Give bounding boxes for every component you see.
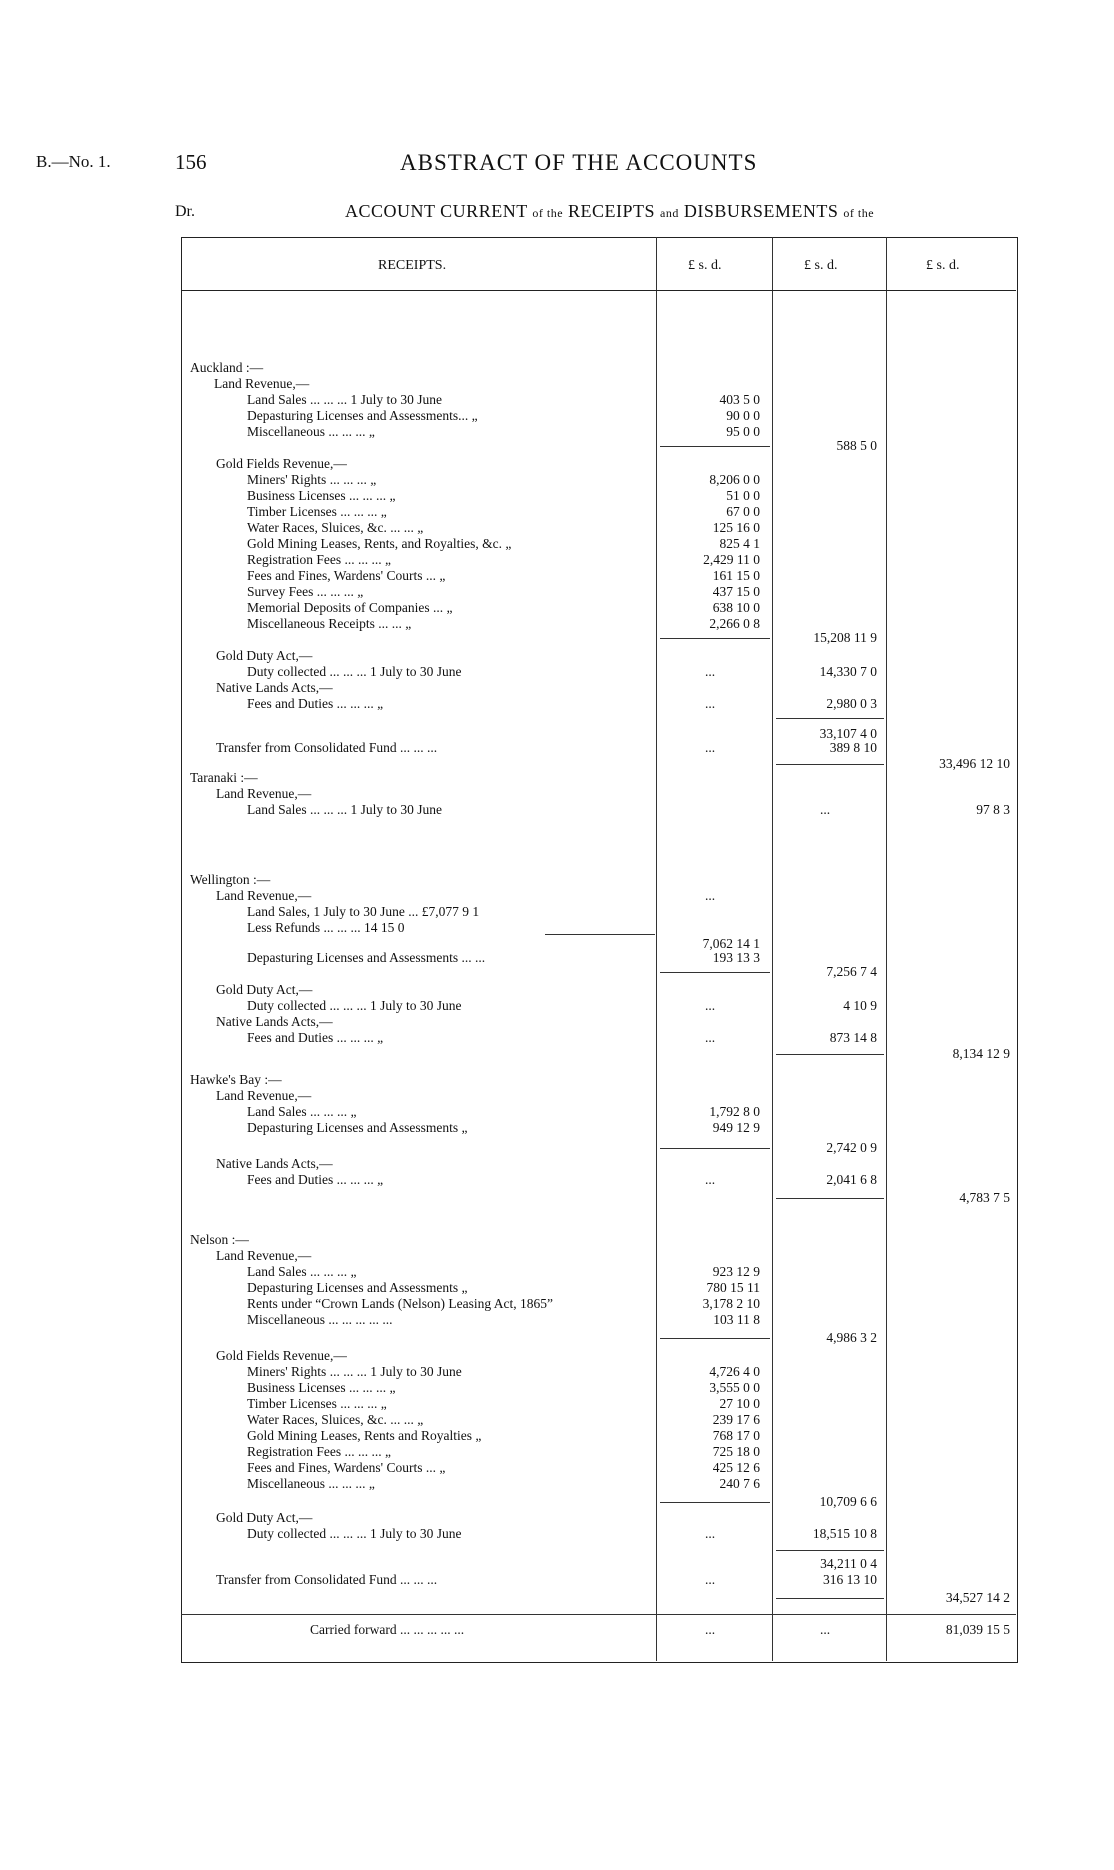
ledger-amount: 18,515 10 8 <box>812 1526 877 1541</box>
ledger-amount: 2,429 11 0 <box>703 552 760 567</box>
lsd-column-header: £ s. d. <box>926 258 960 273</box>
ledger-text: Water Races, Sluices, &c. ... ... „ <box>247 520 424 535</box>
subtotal-rule <box>776 1598 884 1599</box>
ledger-amount: 15,208 11 9 <box>813 630 877 645</box>
ledger-text: Timber Licenses ... ... ... „ <box>247 1396 387 1411</box>
ledger-amount: 4 10 9 <box>843 998 877 1013</box>
ledger-amount: ... <box>704 1030 716 1045</box>
ledger-text: Duty collected ... ... ... 1 July to 30 June <box>247 664 462 679</box>
ledger-amount: 949 12 9 <box>712 1120 760 1135</box>
page-number: 156 <box>175 150 207 174</box>
subtotal-rule <box>660 1148 770 1149</box>
ledger-text: Timber Licenses ... ... ... „ <box>247 504 387 519</box>
ledger-text: Fees and Duties ... ... ... „ <box>247 696 384 711</box>
ledger-amount: ... <box>704 998 716 1013</box>
ledger-text: Business Licenses ... ... ... „ <box>247 488 396 503</box>
subtotal-rule <box>776 1550 884 1551</box>
ledger-amount: 389 8 10 <box>829 740 877 755</box>
ledger-text: Memorial Deposits of Companies ... „ <box>247 600 453 615</box>
ledger-text: Land Sales ... ... ... 1 July to 30 June <box>247 802 442 817</box>
ledger-amount: 125 16 0 <box>712 520 760 535</box>
ledger-text: Miscellaneous ... ... ... „ <box>247 1476 375 1491</box>
ledger-text: Land Revenue,— <box>214 376 310 391</box>
header-rule <box>181 290 1016 291</box>
ledger-amount: 7,256 7 4 <box>826 964 877 979</box>
ledger-text: Less Refunds ... ... ... 14 15 0 <box>247 920 405 935</box>
ledger-amount: ... <box>704 1526 716 1541</box>
ledger-text: Depasturing Licenses and Assessments ... ... <box>247 950 486 965</box>
ledger-text: Gold Fields Revenue,— <box>216 1348 347 1363</box>
subtotal-rule <box>776 1054 884 1055</box>
page-title: ABSTRACT OF THE ACCOUNTS <box>400 150 758 175</box>
ledger-text: Fees and Duties ... ... ... „ <box>247 1172 384 1187</box>
ledger-amount: 34,527 14 2 <box>945 1590 1010 1605</box>
ledger-amount: 103 11 8 <box>713 1312 760 1327</box>
ledger-text: Carried forward ... ... ... ... ... <box>310 1622 465 1637</box>
ledger-text: Miscellaneous ... ... ... ... ... <box>247 1312 393 1327</box>
ledger-amount: 923 12 9 <box>712 1264 760 1279</box>
column-rule <box>656 237 657 1661</box>
ledger-amount: 33,496 12 10 <box>939 756 1010 771</box>
ledger-text: Hawke's Bay :— <box>190 1072 282 1087</box>
ledger-text: Native Lands Acts,— <box>216 680 333 695</box>
ledger-text: Native Lands Acts,— <box>216 1156 333 1171</box>
ledger-text: Land Revenue,— <box>216 1248 312 1263</box>
document-reference: B.—No. 1. <box>36 152 111 171</box>
ledger-amount: 638 10 0 <box>712 600 760 615</box>
ledger-text: Depasturing Licenses and Assessments „ <box>247 1120 468 1135</box>
ledger-text: Depasturing Licenses and Assessments „ <box>247 1280 468 1295</box>
lsd-column-header: £ s. d. <box>804 258 838 273</box>
ledger-amount: 403 5 0 <box>719 392 760 407</box>
ledger-text: Water Races, Sluices, &c. ... ... „ <box>247 1412 424 1427</box>
subtotal-rule <box>545 934 655 935</box>
ledger-amount: 193 13 3 <box>712 950 760 965</box>
ledger-text: Transfer from Consolidated Fund ... ... ... <box>216 740 438 755</box>
ledger-amount: 97 8 3 <box>976 802 1010 817</box>
ledger-amount: ... <box>704 664 716 679</box>
ledger-amount: 3,178 2 10 <box>702 1296 760 1311</box>
ledger-text: Rents under “Crown Lands (Nelson) Leasing Act, 1865” <box>247 1296 553 1311</box>
ledger-text: Gold Duty Act,— <box>216 648 313 663</box>
ledger-amount: 161 15 0 <box>712 568 760 583</box>
ledger-text: Duty collected ... ... ... 1 July to 30 June <box>247 1526 462 1541</box>
ledger-text: Miscellaneous Receipts ... ... „ <box>247 616 412 631</box>
debit-marker: Dr. <box>175 203 195 220</box>
ledger-text: Gold Duty Act,— <box>216 1510 313 1525</box>
subtotal-rule <box>776 1198 884 1199</box>
subtotal-rule <box>660 1338 770 1339</box>
subtitle-part: DISBURSEMENTS <box>683 201 839 221</box>
ledger-amount: ... <box>704 1172 716 1187</box>
ledger-amount: 10,709 6 6 <box>819 1494 877 1509</box>
ledger-amount: 239 17 6 <box>712 1412 760 1427</box>
ledger-text: Land Sales, 1 July to 30 June ... £7,077 9 1 <box>247 904 480 919</box>
subtitle-part: of the <box>843 206 875 220</box>
subtitle-part: of the <box>532 206 564 220</box>
ledger-amount: ... <box>704 1572 716 1587</box>
receipts-column-header: RECEIPTS. <box>378 258 447 273</box>
ledger-text: Survey Fees ... ... ... „ <box>247 584 364 599</box>
subtotal-rule <box>660 446 770 447</box>
ledger-text: Gold Duty Act,— <box>216 982 313 997</box>
ledger-amount: ... <box>704 888 716 903</box>
ledger-amount: 2,041 6 8 <box>826 1172 877 1187</box>
ledger-text: Land Revenue,— <box>216 1088 312 1103</box>
ledger-text: Business Licenses ... ... ... „ <box>247 1380 396 1395</box>
ledger-text: Duty collected ... ... ... 1 July to 30 June <box>247 998 462 1013</box>
ledger-text: Gold Mining Leases, Rents and Royalties „ <box>247 1428 482 1443</box>
ledger-amount: 316 13 10 <box>823 1572 877 1587</box>
subtotal-rule <box>660 638 770 639</box>
ledger-text: Land Revenue,— <box>216 888 312 903</box>
ledger-amount: 4,783 7 5 <box>959 1190 1010 1205</box>
subtotal-rule <box>660 1502 770 1503</box>
ledger-amount: 2,742 0 9 <box>826 1140 877 1155</box>
ledger-amount: ... <box>704 696 716 711</box>
subtitle-part: ACCOUNT CURRENT <box>345 201 528 221</box>
ledger-amount: 768 17 0 <box>712 1428 760 1443</box>
ledger-amount: 81,039 15 5 <box>945 1622 1010 1637</box>
ledger-amount: 4,726 4 0 <box>709 1364 760 1379</box>
ledger-text: Transfer from Consolidated Fund ... ... ... <box>216 1572 438 1587</box>
ledger-amount: ... <box>819 802 831 817</box>
ledger-text: Fees and Fines, Wardens' Courts ... „ <box>247 568 446 583</box>
subtitle-part: RECEIPTS <box>568 201 656 221</box>
ledger-amount: 95 0 0 <box>726 424 760 439</box>
subtitle-part: and <box>660 206 679 220</box>
subtotal-rule <box>660 972 770 973</box>
ledger-amount: 33,107 4 0 <box>819 726 877 741</box>
page-subtitle <box>345 201 874 222</box>
ledger-text: Registration Fees ... ... ... „ <box>247 1444 391 1459</box>
ledger-amount: ... <box>819 1622 831 1637</box>
ledger-amount: 437 15 0 <box>712 584 760 599</box>
ledger-text: Miscellaneous ... ... ... „ <box>247 424 375 439</box>
ledger-amount: 90 0 0 <box>726 408 760 423</box>
ledger-amount: 8,206 0 0 <box>709 472 760 487</box>
ledger-text: Taranaki :— <box>190 770 258 785</box>
ledger-text: Gold Mining Leases, Rents, and Royalties, &c. „ <box>247 536 512 551</box>
ledger-text: Gold Fields Revenue,— <box>216 456 347 471</box>
lsd-column-header: £ s. d. <box>688 258 722 273</box>
column-rule <box>772 237 773 1661</box>
ledger-text: Auckland :— <box>190 360 264 375</box>
ledger-text: Land Sales ... ... ... 1 July to 30 June <box>247 392 442 407</box>
ledger-amount: 8,134 12 9 <box>952 1046 1010 1061</box>
ledger-text: Land Sales ... ... ... „ <box>247 1264 357 1279</box>
ledger-text: Native Lands Acts,— <box>216 1014 333 1029</box>
ledger-text: Land Sales ... ... ... „ <box>247 1104 357 1119</box>
ledger-amount: 780 15 11 <box>706 1280 760 1295</box>
ledger-amount: 873 14 8 <box>829 1030 877 1045</box>
ledger-amount: 51 0 0 <box>726 488 760 503</box>
subtotal-rule <box>776 764 884 765</box>
ledger-text: Fees and Fines, Wardens' Courts ... „ <box>247 1460 446 1475</box>
ledger-text: Miners' Rights ... ... ... 1 July to 30 June <box>247 1364 462 1379</box>
ledger-amount: 588 5 0 <box>836 438 877 453</box>
ledger-text: Registration Fees ... ... ... „ <box>247 552 391 567</box>
ledger-amount: 825 4 1 <box>719 536 760 551</box>
ledger-amount: 14,330 7 0 <box>819 664 877 679</box>
ledger-amount: 3,555 0 0 <box>709 1380 760 1395</box>
ledger-amount: ... <box>704 1622 716 1637</box>
ledger-text: Wellington :— <box>190 872 271 887</box>
ledger-amount: 7,062 14 1 <box>702 936 760 951</box>
ledger-amount: ... <box>704 740 716 755</box>
total-rule <box>181 1614 1016 1615</box>
ledger-text: Miners' Rights ... ... ... „ <box>247 472 377 487</box>
ledger-amount: 240 7 6 <box>719 1476 760 1491</box>
ledger-amount: 725 18 0 <box>712 1444 760 1459</box>
ledger-amount: 425 12 6 <box>712 1460 760 1475</box>
ledger-text: Land Revenue,— <box>216 786 312 801</box>
ledger-amount: 1,792 8 0 <box>709 1104 760 1119</box>
ledger-amount: 2,980 0 3 <box>826 696 877 711</box>
ledger-amount: 67 0 0 <box>726 504 760 519</box>
ledger-amount: 2,266 0 8 <box>709 616 760 631</box>
ledger-amount: 34,211 0 4 <box>820 1556 877 1571</box>
ledger-amount: 27 10 0 <box>719 1396 760 1411</box>
column-rule <box>886 237 887 1661</box>
ledger-text: Depasturing Licenses and Assessments... „ <box>247 408 478 423</box>
ledger-text: Fees and Duties ... ... ... „ <box>247 1030 384 1045</box>
subtotal-rule <box>776 718 884 719</box>
ledger-amount: 4,986 3 2 <box>826 1330 877 1345</box>
ledger-text: Nelson :— <box>190 1232 249 1247</box>
